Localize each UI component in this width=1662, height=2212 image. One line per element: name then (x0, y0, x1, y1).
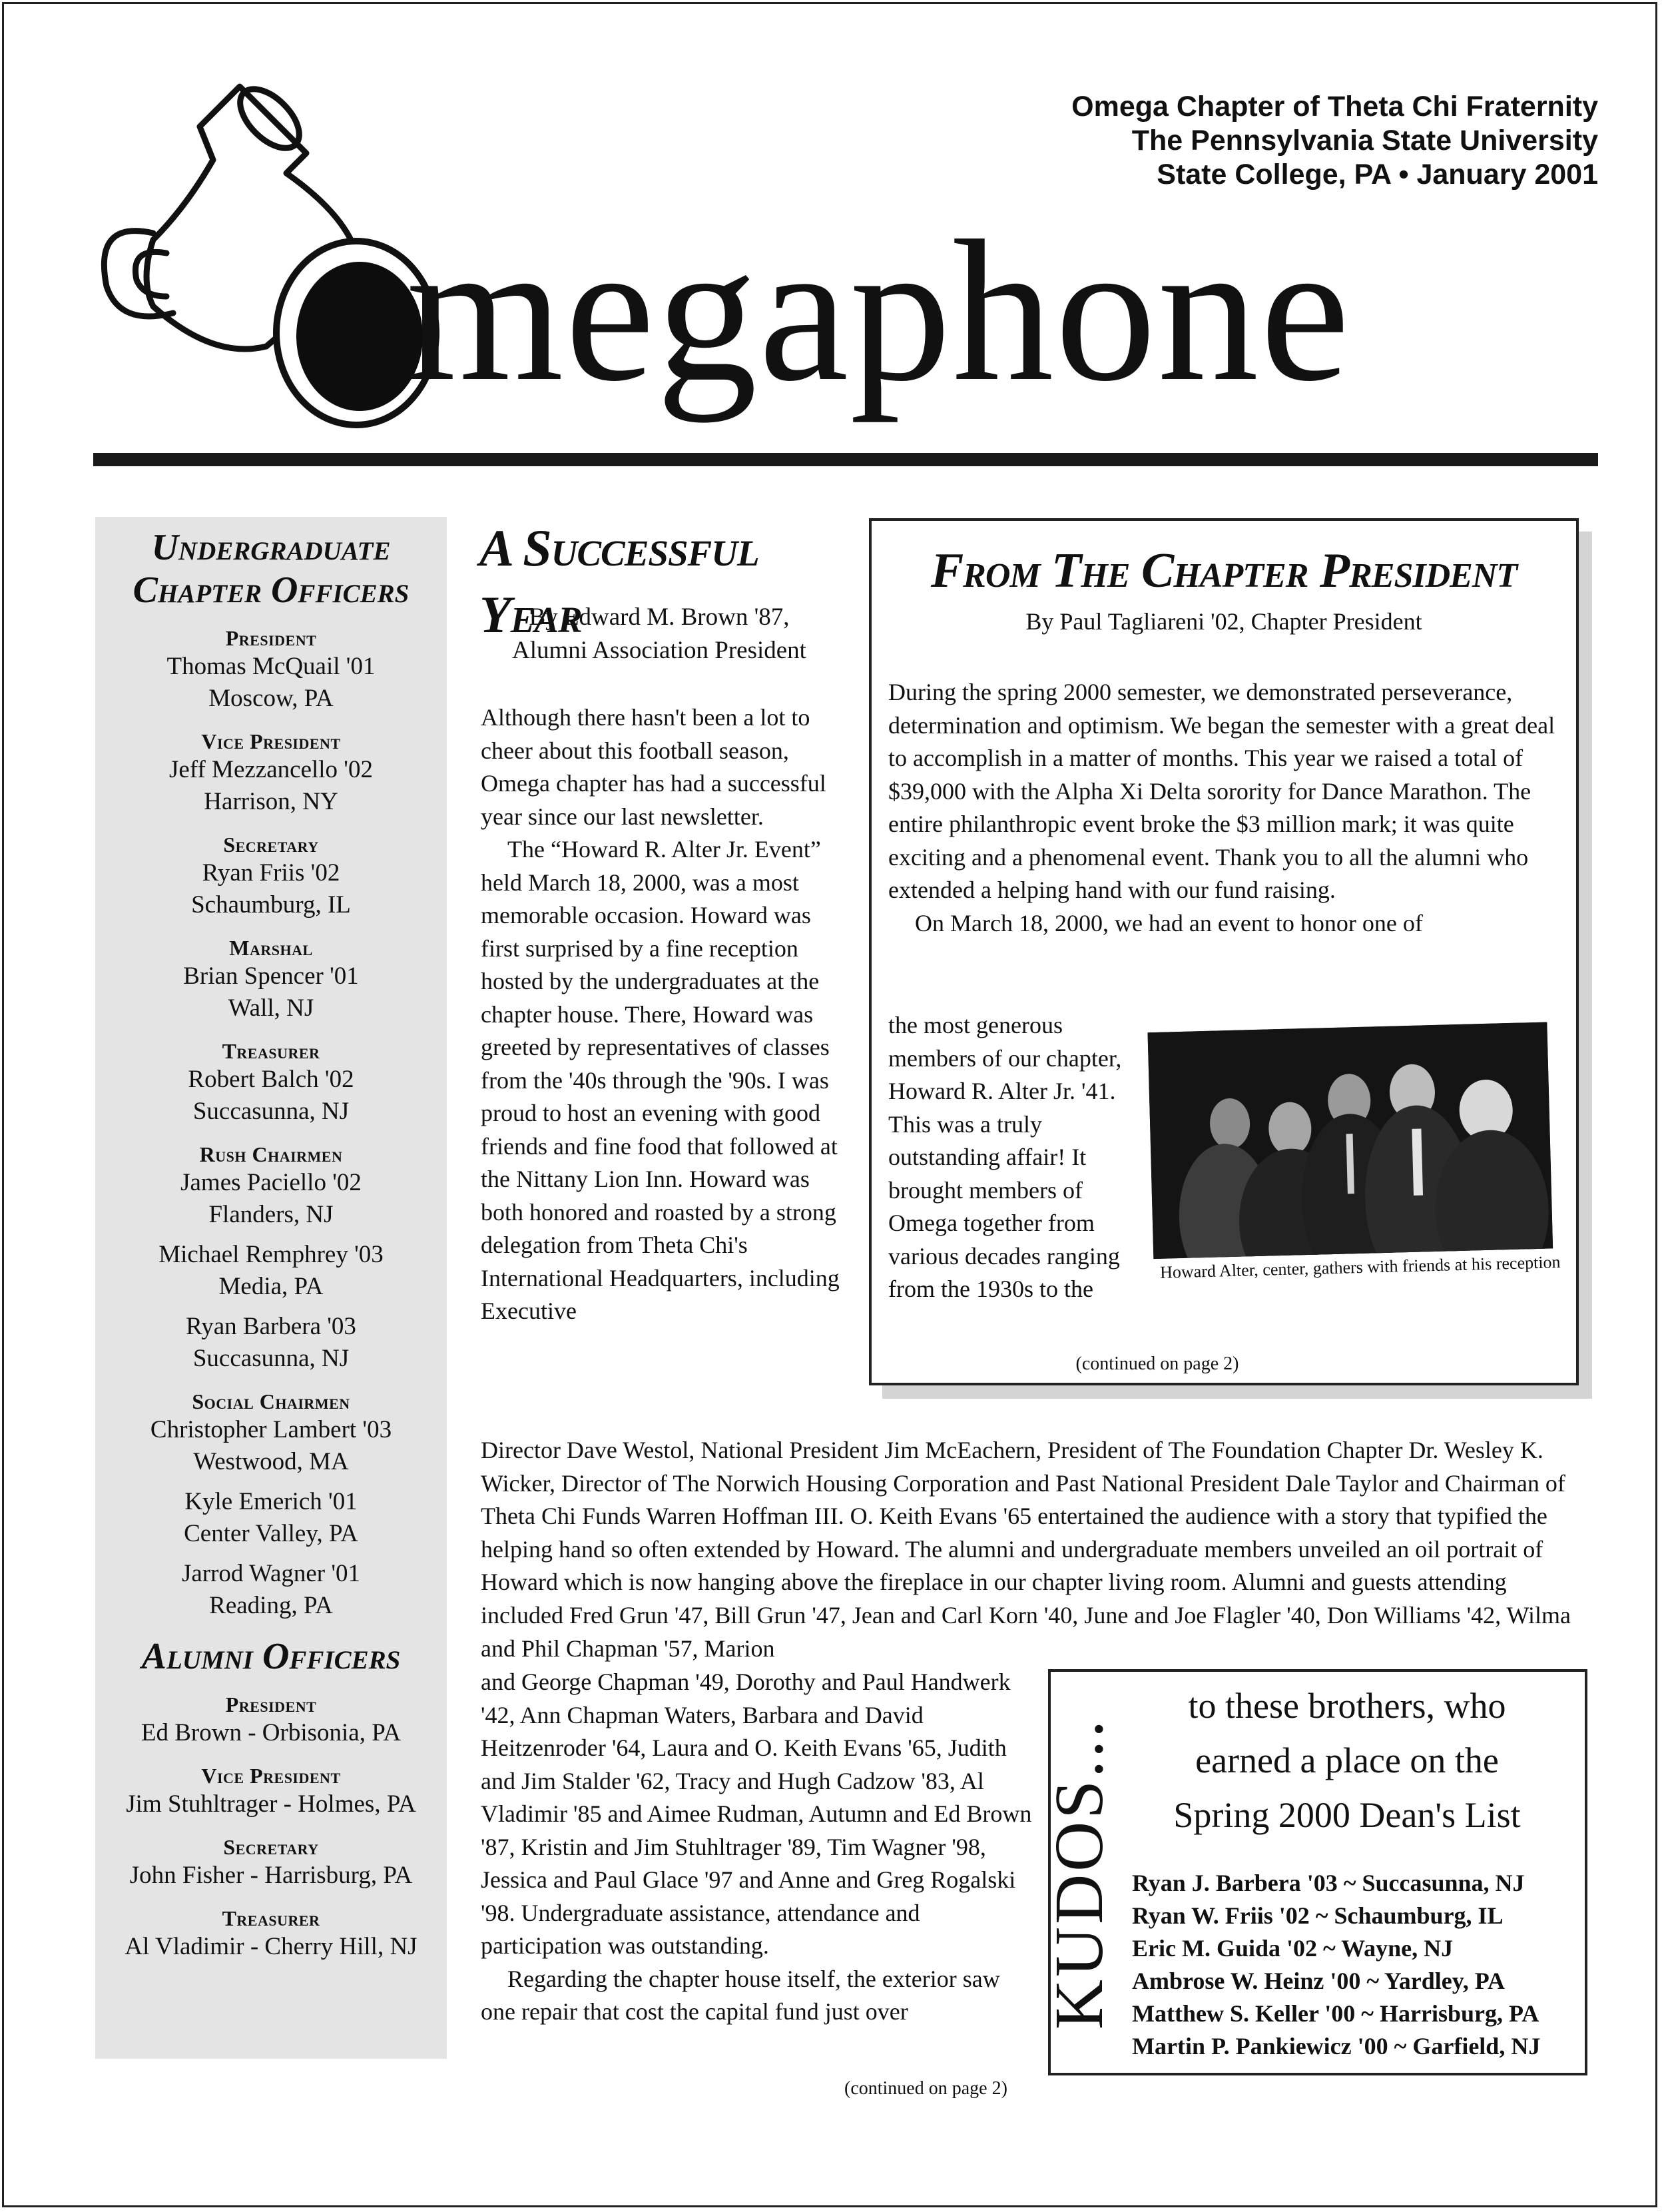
officer-place: Media, PA (218, 1273, 324, 1300)
article-bottom-column (481, 1666, 1037, 2029)
officer-place: Wall, NJ (228, 994, 314, 1022)
kudos-side (1041, 1672, 1117, 2073)
undergrad-officers-heading (95, 526, 447, 611)
continued-text: (continued on page 2) (1075, 1353, 1239, 1374)
officer-name: Jarrod Wagner '01 (181, 1560, 361, 1587)
officer-name: Ed Brown - Orbisonia, PA (140, 1719, 402, 1746)
deans-list (1132, 1867, 1585, 2063)
alumni-officer-list (95, 1692, 447, 1963)
officer-role: Treasurer (222, 1039, 320, 1063)
president-paragraph: During the spring 2000 semester, we demonstrated perseverance, determination and optimism. We began the semester with a great deal to accomplish in a matter of months. This year we raised a total of $39,000 with the Alpha Xi Delta sorority for Dance Marathon. The entire philanthropic event broke the $3 million mark; it was quite exciting and a phenomenal event. Thank you to all the alumni who extended a helping hand with our fund raising. (888, 679, 1555, 903)
officers-sidebar (95, 517, 447, 2059)
officer-name: Kyle Emerich '01 (184, 1488, 358, 1515)
officer-name: Christopher Lambert '03 (150, 1416, 392, 1443)
president-title: From The Chapter President (930, 544, 1518, 598)
officer-place: Flanders, NJ (208, 1201, 334, 1228)
officer-role: President (225, 1692, 317, 1716)
undergrad-heading-line-2: Chapter Officers (133, 569, 410, 611)
officer-role: Secretary (223, 833, 319, 857)
officer-place: Reading, PA (209, 1592, 333, 1619)
photo-caption: Howard Alter, center, gathers with friends at his reception (1159, 1252, 1561, 1282)
officer-name: Ryan Barbera '03 (186, 1313, 356, 1340)
officer-name: Thomas McQuail '01 (166, 653, 376, 680)
org-line-3: State College, PA • January 2001 (1157, 159, 1598, 190)
officer-name: Robert Balch '02 (188, 1066, 354, 1093)
alumni-officer-entry (95, 1906, 447, 1963)
officer-place: Westwood, MA (193, 1448, 349, 1475)
deans-list-item: Martin P. Pankiewicz '00 ~ Garfield, NJ (1132, 2033, 1541, 2059)
officer-name: Ryan Friis '02 (202, 859, 340, 887)
organization-info (1071, 90, 1598, 192)
masthead-rule (93, 453, 1598, 466)
president-byline: By Paul Tagliareni '02, Chapter President (1025, 608, 1422, 635)
officer-role: Social Chairmen (192, 1389, 350, 1413)
officer-name: Michael Remphrey '03 (158, 1241, 384, 1268)
officer-name: Brian Spencer '01 (183, 962, 359, 990)
undergrad-officer-list (95, 626, 447, 1622)
officer-entry (95, 1239, 447, 1303)
officer-place: Succasunna, NJ (192, 1098, 350, 1125)
officer-role: Treasurer (222, 1906, 320, 1930)
continued-note (872, 1353, 1576, 1375)
article-paragraph: The “Howard R. Alter Jr. Event” held March 18, 2000, was a most memorable occasion. Howard was first surprised by a fine reception hosted by the undergraduates at the chapter house. There, Howard was greeted by representatives of classes from the '40s through the '90s. I was proud to host an evening with good friends and fine food that followed at the Nittany Lion Inn. Howard was both honored and roasted by a strong delegation from Theta Chi's International Headquarters, including Executive (481, 836, 840, 1324)
officer-entry (95, 1142, 447, 1231)
article-wide-paragraph: Director Dave Westol, National President Jim McEachern, President of The Foundation Chapter Dr. Wesley K. Wicker, Director of The Norwich Housing Corporation and Past National President Dale Taylor and Chairman of Theta Chi Funds Warren Hoffman III. O. Keith Evans '65 entertained the audience with a story that typified the helping hand so often extended by Howard. The alumni and undergraduate members unveiled an oil portrait of Howard which is now hanging above the fireplace in our chapter living room. Alumni and guests attending included Fred Grun '47, Bill Grun '47, Jean and Carl Korn '40, June and Joe Flagler '40, Don Williams '42, Wilma and Phil Chapman '57, Marion (481, 1437, 1571, 1662)
article-paragraph: Although there hasn't been a lot to cheer about this football season, Omega chapter has had a successful year since our last newsletter. (481, 704, 826, 830)
article-byline (479, 601, 839, 667)
president-paragraph: On March 18, 2000, we had an event to honor one of (915, 909, 1423, 936)
officer-entry (95, 1558, 447, 1622)
article-paragraph: and George Chapman '49, Dorothy and Paul Handwerk '42, Ann Chapman Waters, Barbara and David Heitzenroder '64, Laura and O. Keith Evans '65, Judith and Jim Stalder '62, Tracy and Hugh Cadzow '83, Al Vladimir '85 and Aimee Rudman, Autumn and Ed Brown '87, Kristin and Jim Stuhltrager '89, Tim Wagner '98, Jessica and Paul Glace '97 and Anne and Greg Rogalski '98. Undergraduate assistance, attendance and participation was outstanding. (481, 1668, 1032, 1959)
alumni-officer-entry (95, 1692, 447, 1749)
megaphone-icon (67, 67, 439, 440)
officer-entry (95, 1311, 447, 1375)
kudos-heading-line-2: earned a place on the (1195, 1740, 1499, 1780)
officer-place: Center Valley, PA (184, 1520, 358, 1547)
kudos-heading (1117, 1678, 1577, 1842)
reception-photo (1147, 1022, 1567, 1319)
newsletter-title: megaphone (406, 198, 1352, 423)
officer-place: Moscow, PA (208, 685, 334, 712)
officer-name: John Fisher - Harrisburg, PA (129, 1862, 413, 1889)
officer-place: Schaumburg, IL (191, 891, 351, 919)
byline-line-2: Alumni Association President (512, 637, 806, 664)
deans-list-item: Eric M. Guida '02 ~ Wayne, NJ (1132, 1935, 1454, 1962)
kudos-heading-line-1: to these brothers, who (1188, 1686, 1506, 1726)
kudos-heading-line-3: Spring 2000 Dean's List (1173, 1795, 1521, 1835)
officer-entry (95, 626, 447, 715)
org-line-1: Omega Chapter of Theta Chi Fraternity (1071, 91, 1598, 123)
org-line-2: The Pennsylvania State University (1131, 125, 1598, 157)
president-text (888, 676, 1561, 940)
officer-name: Jim Stuhltrager - Holmes, PA (126, 1790, 416, 1818)
alumni-officer-entry (95, 1835, 447, 1892)
president-narrow-text: the most generous members of our chapter, Howard R. Alter Jr. '41. This was a truly outstanding affair! It brought members of Omega together from various decades ranging from the 1930s to the (888, 1012, 1122, 1302)
photo-image (1147, 1022, 1553, 1259)
photo-figures (1147, 1022, 1553, 1259)
officer-place: Harrison, NY (204, 788, 338, 815)
alumni-officers-heading: Alumni Officers (141, 1636, 401, 1677)
officer-role: Rush Chairmen (199, 1142, 343, 1166)
officer-place: Succasunna, NJ (192, 1345, 350, 1372)
article-column (481, 701, 842, 1328)
officer-entry (95, 729, 447, 818)
officer-role: Vice President (201, 729, 341, 753)
officer-entry (95, 1486, 447, 1550)
officer-entry (95, 833, 447, 921)
undergrad-heading-line-1: Undergraduate (151, 527, 391, 568)
byline-line-1: By Edward M. Brown '87, (529, 603, 790, 631)
officer-name: Al Vladimir - Cherry Hill, NJ (125, 1933, 417, 1960)
alumni-officer-entry (95, 1764, 447, 1820)
president-box (869, 518, 1579, 1385)
officer-name: James Paciello '02 (180, 1169, 362, 1196)
article-title: A Successful Year (479, 519, 759, 643)
continued-note: (continued on page 2) (844, 2078, 1007, 2099)
deans-list-item: Matthew S. Keller '00 ~ Harrisburg, PA (1132, 2000, 1539, 2027)
deans-list-item: Ryan W. Friis '02 ~ Schaumburg, IL (1132, 1902, 1504, 1929)
officer-role: Marshal (229, 936, 313, 960)
officer-entry (95, 936, 447, 1024)
officer-entry (95, 1039, 447, 1128)
officer-role: Vice President (201, 1764, 341, 1788)
kudos-word: KUDOS... (1041, 1717, 1117, 2030)
deans-list-item: Ambrose W. Heinz '00 ~ Yardley, PA (1132, 1968, 1506, 1994)
kudos-box (1041, 1669, 1587, 2075)
deans-list-item: Ryan J. Barbera '03 ~ Succasunna, NJ (1132, 1870, 1525, 1896)
officer-role: Secretary (223, 1835, 319, 1859)
article-paragraph: Regarding the chapter house itself, the exterior saw one repair that cost the capital fund just over (481, 1965, 1000, 2025)
officer-entry (95, 1389, 447, 1478)
officer-name: Jeff Mezzancello '02 (169, 756, 373, 783)
officer-role: President (225, 626, 317, 650)
